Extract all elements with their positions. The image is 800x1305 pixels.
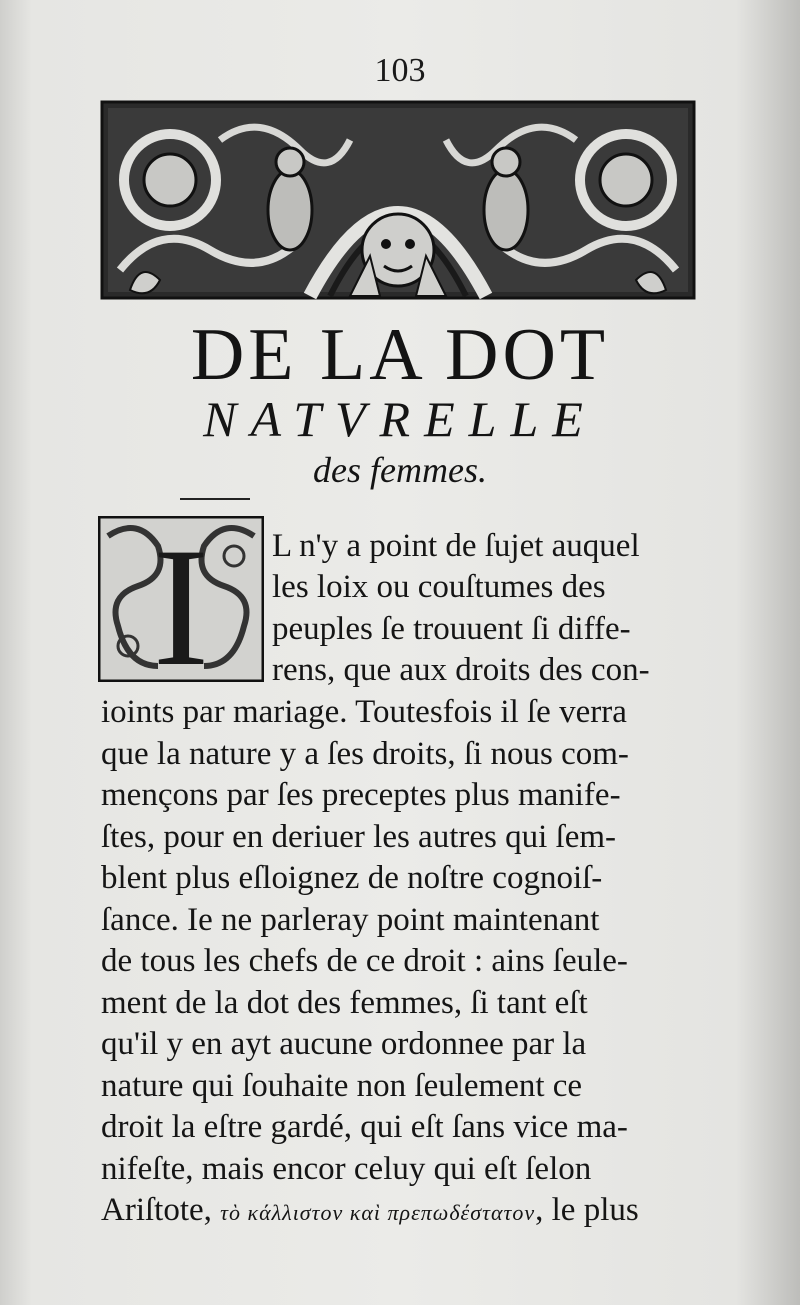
text-line-17-start: Ariſtote, bbox=[101, 1192, 212, 1228]
drop-cap-initial bbox=[98, 516, 264, 682]
text-line-10: ſance. Ie ne parleray point maintenant bbox=[101, 902, 600, 938]
text-line-4: rens, que aux droits des con- bbox=[272, 652, 650, 688]
divider-rule bbox=[180, 498, 250, 500]
chapter-title: DE LA DOT bbox=[190, 314, 610, 396]
text-line-7: mençons par ſes preceptes plus manife- bbox=[101, 777, 621, 813]
text-line-17 bbox=[101, 1194, 639, 1227]
page-number: 103 bbox=[374, 52, 426, 89]
chapter-subtitle-small: des femmes. bbox=[313, 450, 487, 490]
text-line-15: droit la eſtre gardé, qui eſt ſans vice ma- bbox=[101, 1109, 628, 1145]
text-line-11: de tous les chefs de ce droit : ains ſeule- bbox=[101, 943, 628, 979]
text-line-16: nifeſte, mais encor celuy qui eſt ſelon bbox=[101, 1151, 592, 1187]
text-line-13: qu'il y en ayt aucune ordonnee par la bbox=[101, 1026, 587, 1062]
svg-text:I: I bbox=[152, 516, 210, 682]
text-line-1: L n'y a point de ſujet auquel bbox=[272, 528, 640, 564]
text-line-9: blent plus eſloignez de noſtre cognoiſ- bbox=[101, 860, 603, 896]
text-line-17-end: , le plus bbox=[535, 1192, 639, 1228]
text-line-14: nature qui ſouhaite non ſeulement ce bbox=[101, 1068, 583, 1104]
text-line-6: que la nature y a ſes droits, ſi nous com- bbox=[101, 736, 629, 772]
text-line-5: ioints par mariage. Toutesfois il ſe verra bbox=[101, 694, 627, 730]
greek-phrase: τὸ κάλλιστον καὶ πρεπωδέστατον bbox=[220, 1200, 536, 1225]
text-line-8: ſtes, pour en deriuer les autres qui ſem- bbox=[101, 819, 616, 855]
chapter-subtitle: NATVRELLE bbox=[203, 391, 597, 447]
text-line-2: les loix ou couſtumes des bbox=[272, 569, 606, 605]
text-line-3: peuples ſe trouuent ſi diffe- bbox=[272, 611, 631, 647]
headpiece-ornament bbox=[100, 100, 696, 300]
text-line-12: ment de la dot des femmes, ſi tant eſt bbox=[101, 985, 588, 1021]
